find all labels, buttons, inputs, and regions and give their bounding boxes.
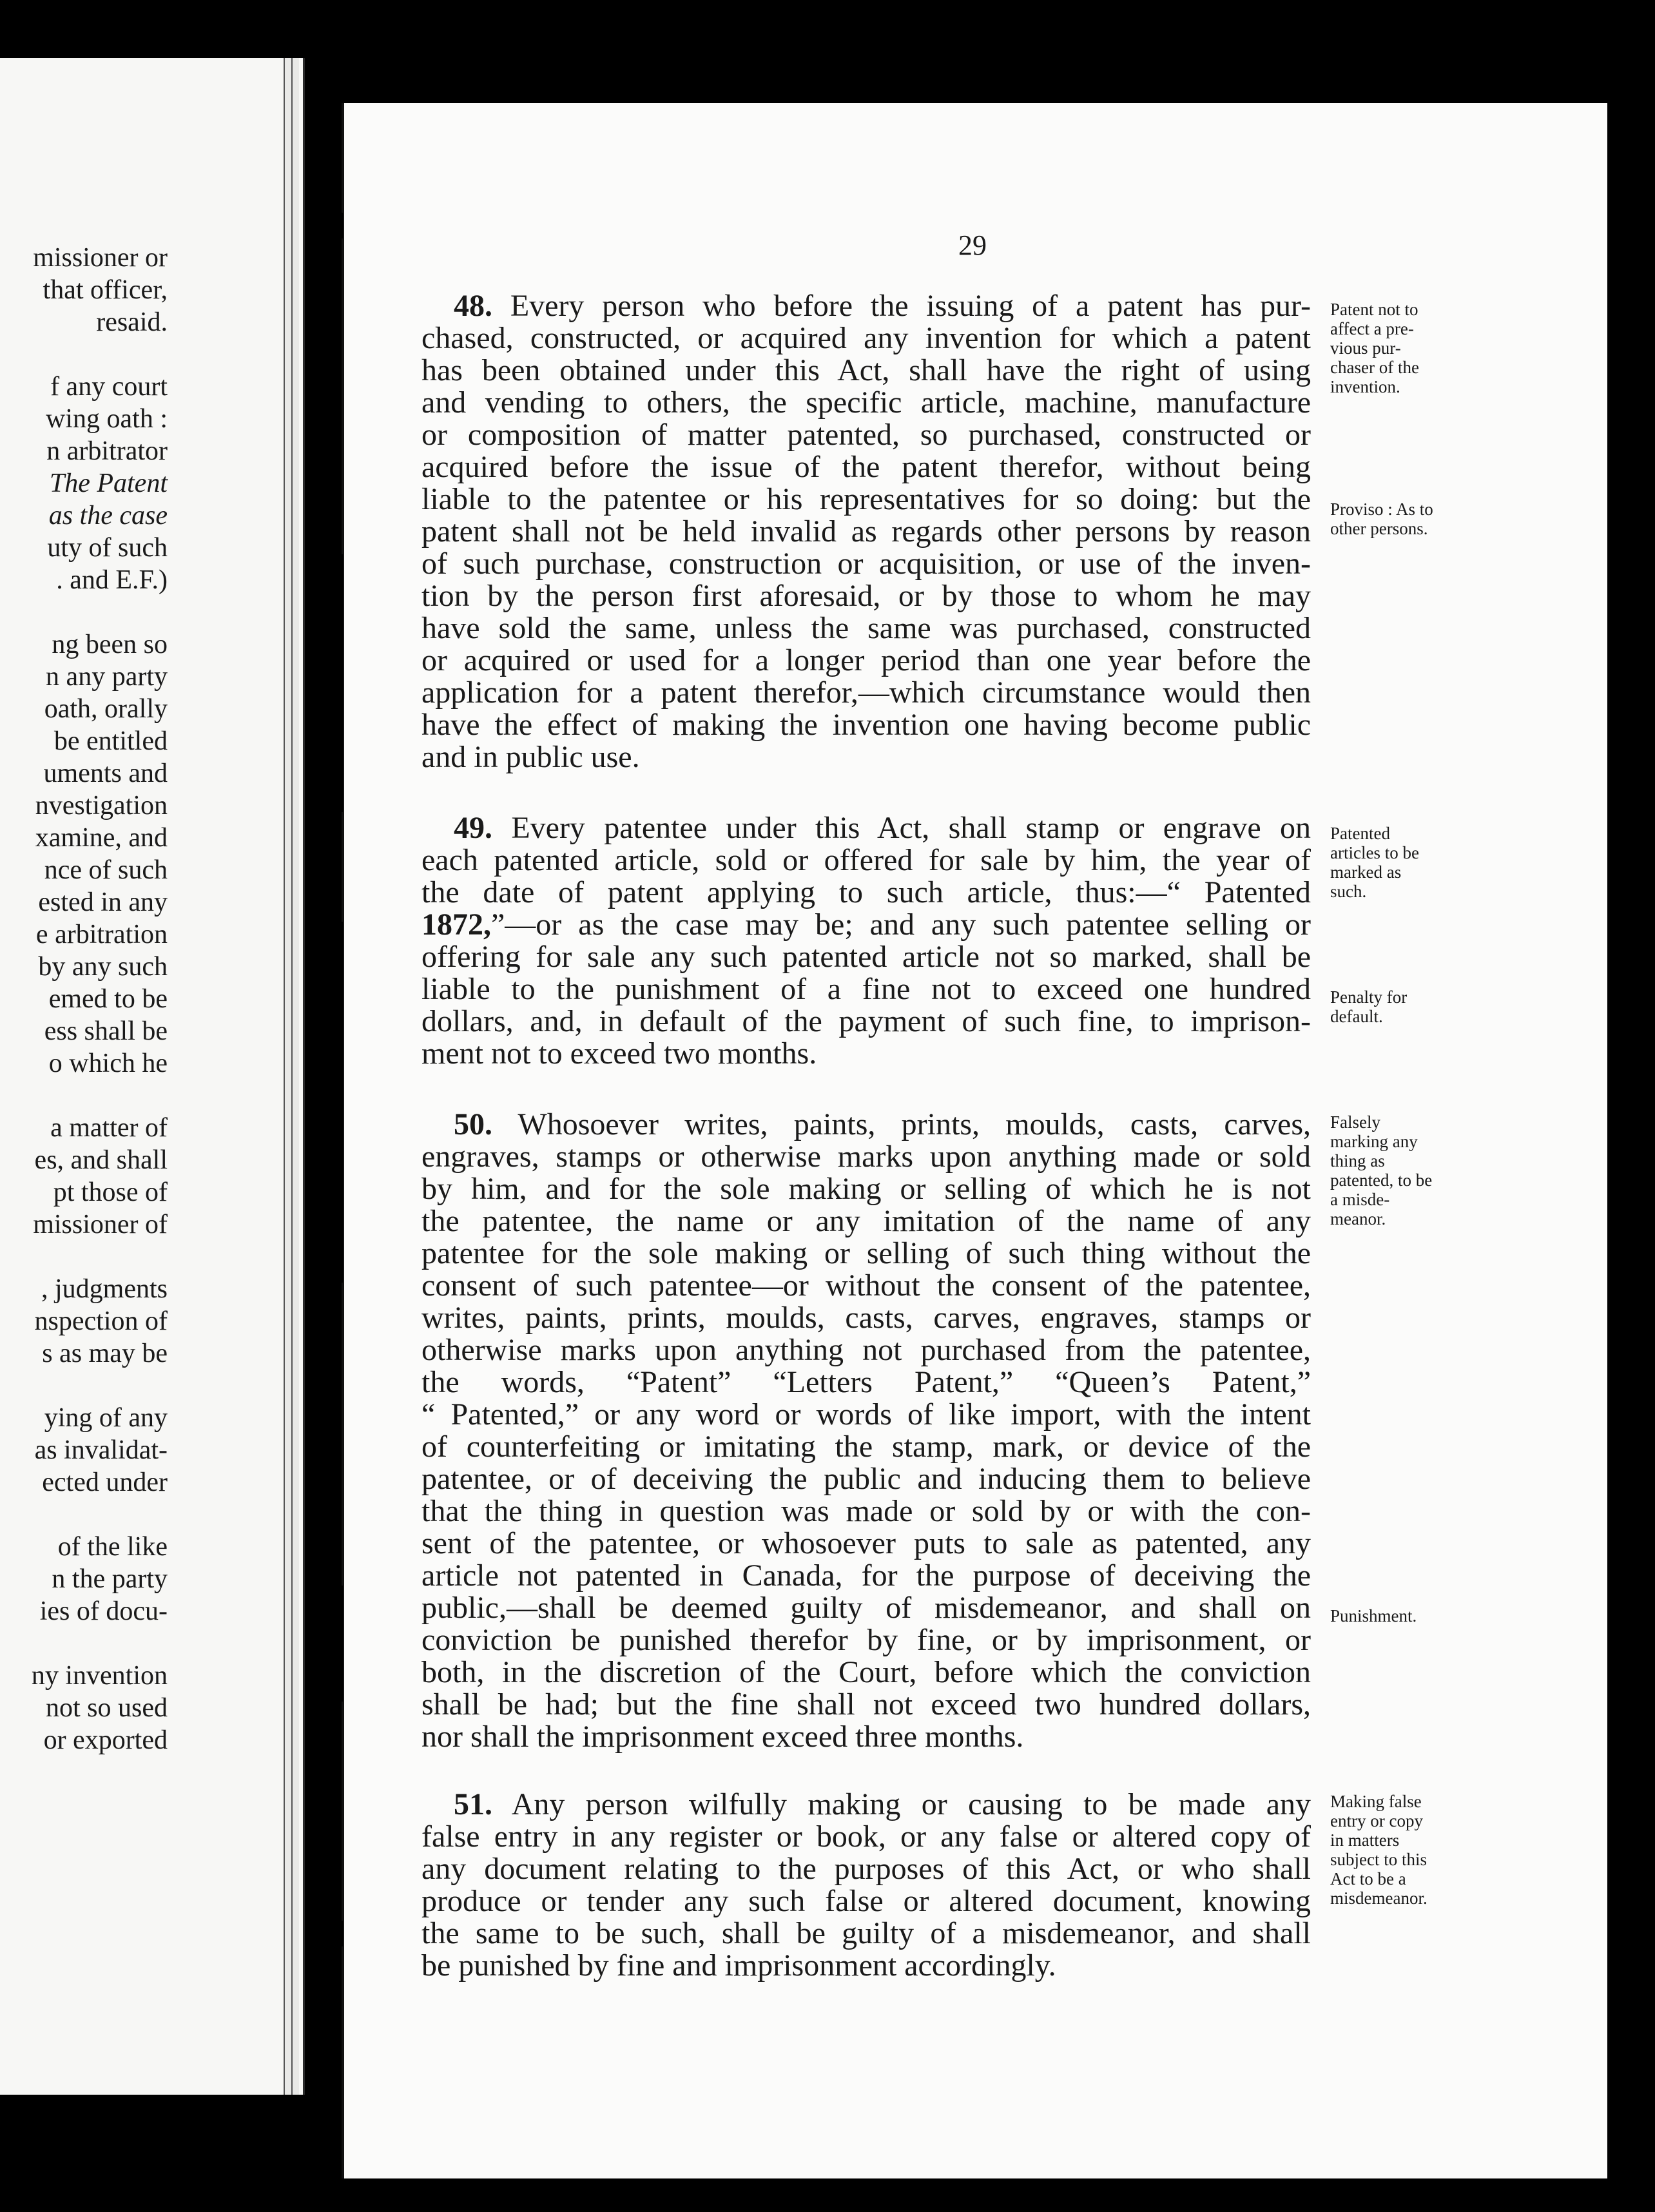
section-48-line: have sold the same, unless the same was purchased, constructed bbox=[421, 611, 1311, 645]
section-number: 48. bbox=[454, 289, 492, 323]
left-page-line: nspection of bbox=[34, 1306, 168, 1336]
left-page-line: nvestigation bbox=[35, 791, 168, 820]
section-48-line: of such purchase, construction or acquisition, or use of the inven- bbox=[421, 547, 1311, 581]
left-page-line: s as may be bbox=[42, 1339, 168, 1368]
binding-mark bbox=[336, 554, 343, 812]
left-page-line: ng been so bbox=[52, 630, 168, 659]
section-48-line: or composition of matter patented, so purchased, constructed or bbox=[421, 418, 1311, 452]
section-49-line: offering for sale any such patented article not so marked, shall be bbox=[421, 940, 1311, 974]
left-page-line: n arbitrator bbox=[46, 436, 168, 466]
section-number: 49. bbox=[454, 811, 492, 845]
section-50-line: sent of the patentee, or whosoever puts to sale as patented, any bbox=[421, 1526, 1311, 1560]
left-page-line: missioner or bbox=[33, 243, 168, 273]
marginal-note-line: misdemeanor. bbox=[1330, 1888, 1428, 1908]
section-50-line bbox=[454, 1109, 1311, 1141]
left-page-line: by any such bbox=[38, 952, 168, 982]
marginal-note-line: Making false bbox=[1330, 1792, 1422, 1811]
marginal-note-line: Patented bbox=[1330, 824, 1390, 843]
section-50-line: article not patented in Canada, for the purpose of deceiving the bbox=[421, 1558, 1311, 1593]
section-51-line: any document relating to the purposes of this Act, or who shall bbox=[421, 1852, 1311, 1886]
left-page-line: that officer, bbox=[43, 275, 168, 305]
page bbox=[342, 103, 1607, 2178]
section-50-line: the words, “Patent” “Letters Patent,” “Queen’s Patent,” bbox=[421, 1365, 1311, 1399]
binding-mark bbox=[336, 1921, 343, 1946]
marginal-note-line: in matters bbox=[1330, 1830, 1400, 1850]
left-page-line: nce of such bbox=[44, 855, 168, 885]
marginal-note-line: a misde- bbox=[1330, 1190, 1390, 1209]
left-page-line: as the case bbox=[48, 501, 168, 530]
marginal-note-line: Penalty for bbox=[1330, 987, 1408, 1007]
left-page-line: xamine, and bbox=[35, 823, 168, 853]
section-50-line: patentee for the sole making or selling of such thing without the bbox=[421, 1236, 1311, 1270]
section-48-line bbox=[454, 290, 1311, 322]
left-page-line: ying of any bbox=[44, 1403, 168, 1433]
left-page-line: ies of docu- bbox=[39, 1596, 168, 1626]
section-50-line: shall be had; but the fine shall not exceed two hundred dollars, bbox=[421, 1687, 1311, 1722]
section-48-line: and in public use. bbox=[421, 740, 640, 774]
left-page-line: pt those of bbox=[53, 1178, 168, 1207]
section-50-line: public,—shall be deemed guilty of misdemeanor, and shall on bbox=[421, 1591, 1311, 1625]
section-49-line: the date of patent applying to such article, thus:—“ Patented bbox=[421, 875, 1311, 909]
left-page-line: a matter of bbox=[50, 1113, 168, 1143]
binding-mark bbox=[336, 922, 343, 1283]
left-page-line: uments and bbox=[43, 759, 168, 788]
left-page-line: The Patent bbox=[49, 469, 168, 498]
section-49-line: liable to the punishment of a fine not to exceed one hundred bbox=[421, 972, 1311, 1006]
section-48-line: have the effect of making the invention one having become public bbox=[421, 708, 1311, 742]
section-49-line: ment not to exceed two months. bbox=[421, 1036, 817, 1071]
marginal-note-line: such. bbox=[1330, 882, 1367, 901]
marginal-note-line: vious pur- bbox=[1330, 338, 1401, 358]
section-50-line: by him, and for the sole making or selling of which he is not bbox=[421, 1172, 1311, 1206]
left-page-line: n the party bbox=[52, 1564, 168, 1594]
left-page-line: uty of such bbox=[47, 533, 168, 563]
section-48-line: chased, constructed, or acquired any invention for which a patent bbox=[421, 321, 1311, 355]
marginal-note-line: Punishment. bbox=[1330, 1606, 1417, 1625]
marginal-note-line: affect a pre- bbox=[1330, 319, 1414, 338]
section-50-line: of counterfeiting or imitating the stamp, mark, or device of the bbox=[421, 1430, 1311, 1464]
section-49-line: each patented article, sold or offered for sale by him, the year of bbox=[421, 843, 1311, 877]
section-number: 51. bbox=[454, 1787, 492, 1821]
binding-mark bbox=[336, 213, 343, 238]
left-page-line: not so used bbox=[46, 1693, 168, 1723]
marginal-note-line: entry or copy bbox=[1330, 1811, 1423, 1830]
section-text: Any person wilfully making or causing to be made any bbox=[511, 1787, 1311, 1821]
section-text: Every person who before the issuing of a patent has pur- bbox=[510, 289, 1311, 323]
left-page-line: as invalidat- bbox=[34, 1435, 168, 1465]
marginal-note-line: patented, to be bbox=[1330, 1170, 1433, 1190]
left-page-line: ny invention bbox=[31, 1661, 168, 1691]
section-50-line: the patentee, the name or any imitation of the name of any bbox=[421, 1204, 1311, 1238]
left-page-line: of the like bbox=[57, 1532, 168, 1562]
facing-page-left bbox=[0, 58, 305, 2095]
section-51-line: be punished by fine and imprisonment accordingly. bbox=[421, 1948, 1056, 1983]
left-page-line: , judgments bbox=[41, 1274, 168, 1304]
marginal-note-line: Proviso : As to bbox=[1330, 500, 1433, 519]
section-49-line: dollars, and, in default of the payment of such fine, to imprison- bbox=[421, 1004, 1311, 1038]
left-page-line: ested in any bbox=[38, 888, 168, 917]
section-48-line: acquired before the issue of the patent therefor, without being bbox=[421, 450, 1311, 484]
binding-mark bbox=[336, 1586, 343, 1702]
left-page-line: ected under bbox=[42, 1468, 168, 1497]
section-51-line: produce or tender any such false or altered document, knowing bbox=[421, 1884, 1311, 1918]
left-page-line: oath, orally bbox=[44, 694, 168, 724]
section-49-line: 1872,”—or as the case may be; and any such patentee selling or bbox=[421, 907, 1311, 942]
left-page-line: emed to be bbox=[48, 984, 168, 1014]
left-page-line: ess shall be bbox=[44, 1016, 168, 1046]
section-48-line: application for a patent therefor,—which circumstance would then bbox=[421, 675, 1311, 710]
section-51-line: false entry in any register or book, or any false or altered copy of bbox=[421, 1819, 1311, 1854]
marginal-note-line: subject to this bbox=[1330, 1850, 1427, 1869]
marginal-note-line: marking any bbox=[1330, 1132, 1418, 1151]
left-page-line: be entitled bbox=[53, 726, 168, 756]
marginal-note-line: other persons. bbox=[1330, 519, 1428, 538]
section-48-line: patent shall not be held invalid as regards other persons by reason bbox=[421, 514, 1311, 548]
section-48-line: or acquired or used for a longer period than one year before the bbox=[421, 643, 1311, 677]
left-page-line: wing oath : bbox=[46, 404, 168, 434]
left-page-line: resaid. bbox=[96, 307, 168, 337]
section-number: 50. bbox=[454, 1107, 492, 1141]
marginal-note-line: Patent not to bbox=[1330, 300, 1418, 319]
left-page-line: missioner of bbox=[33, 1210, 168, 1239]
section-50-line: patentee, or of deceiving the public and inducing them to believe bbox=[421, 1462, 1311, 1496]
section-50-line: engraves, stamps or otherwise marks upon anything made or sold bbox=[421, 1140, 1311, 1174]
section-50-line: consent of such patentee—or without the consent of the patentee, bbox=[421, 1268, 1311, 1303]
marginal-note-line: thing as bbox=[1330, 1151, 1385, 1170]
marginal-note-line: Falsely bbox=[1330, 1112, 1380, 1132]
marginal-note-line: marked as bbox=[1330, 862, 1402, 882]
left-page-line: f any court bbox=[50, 372, 168, 402]
section-50-line: nor shall the imprisonment exceed three months. bbox=[421, 1720, 1024, 1754]
section-51-line bbox=[454, 1789, 1311, 1821]
marginal-note-line: Act to be a bbox=[1330, 1869, 1406, 1888]
page-edge bbox=[291, 58, 299, 2095]
marginal-note-line: articles to be bbox=[1330, 843, 1419, 862]
section-48-line: liable to the patentee or his representatives for so doing: but the bbox=[421, 482, 1311, 516]
section-50-line: otherwise marks upon anything not purchased from the patentee, bbox=[421, 1333, 1311, 1367]
left-page-line: es, and shall bbox=[34, 1145, 168, 1175]
section-text: Whosoever writes, paints, prints, moulds, casts, carves, bbox=[518, 1107, 1311, 1141]
left-page-line: o which he bbox=[48, 1049, 168, 1078]
section-50-line: writes, paints, prints, moulds, casts, carves, engraves, stamps or bbox=[421, 1301, 1311, 1335]
page-edge bbox=[284, 58, 291, 2095]
marginal-note-line: default. bbox=[1330, 1007, 1383, 1026]
marginal-note-line: chaser of the bbox=[1330, 358, 1419, 377]
marginal-note-line: invention. bbox=[1330, 377, 1400, 396]
left-page-line: . and E.F.) bbox=[56, 565, 168, 595]
left-page-line: e arbitration bbox=[35, 920, 168, 949]
marginal-note-line: meanor. bbox=[1330, 1209, 1386, 1228]
section-51-line: the same to be such, shall be guilty of a misdemeanor, and shall bbox=[421, 1916, 1311, 1950]
section-49-line bbox=[454, 812, 1311, 844]
page-number: 29 bbox=[958, 229, 987, 261]
left-page-line: or exported bbox=[43, 1725, 168, 1755]
section-50-line: “ Patented,” or any word or words of like import, with the intent bbox=[421, 1397, 1311, 1431]
section-48-line: tion by the person first aforesaid, or by those to whom he may bbox=[421, 579, 1311, 613]
section-48-line: has been obtained under this Act, shall have the right of using bbox=[421, 353, 1311, 387]
section-48-line: and vending to others, the specific article, machine, manufacture bbox=[421, 385, 1311, 420]
section-50-line: that the thing in question was made or sold by or with the con- bbox=[421, 1494, 1311, 1528]
section-50-line: conviction be punished therefor by fine, or by imprisonment, or bbox=[421, 1623, 1311, 1657]
section-50-line: both, in the discretion of the Court, before which the conviction bbox=[421, 1655, 1311, 1689]
left-page-line: n any party bbox=[46, 662, 168, 692]
section-text: Every patentee under this Act, shall stamp or engrave on bbox=[511, 811, 1311, 845]
